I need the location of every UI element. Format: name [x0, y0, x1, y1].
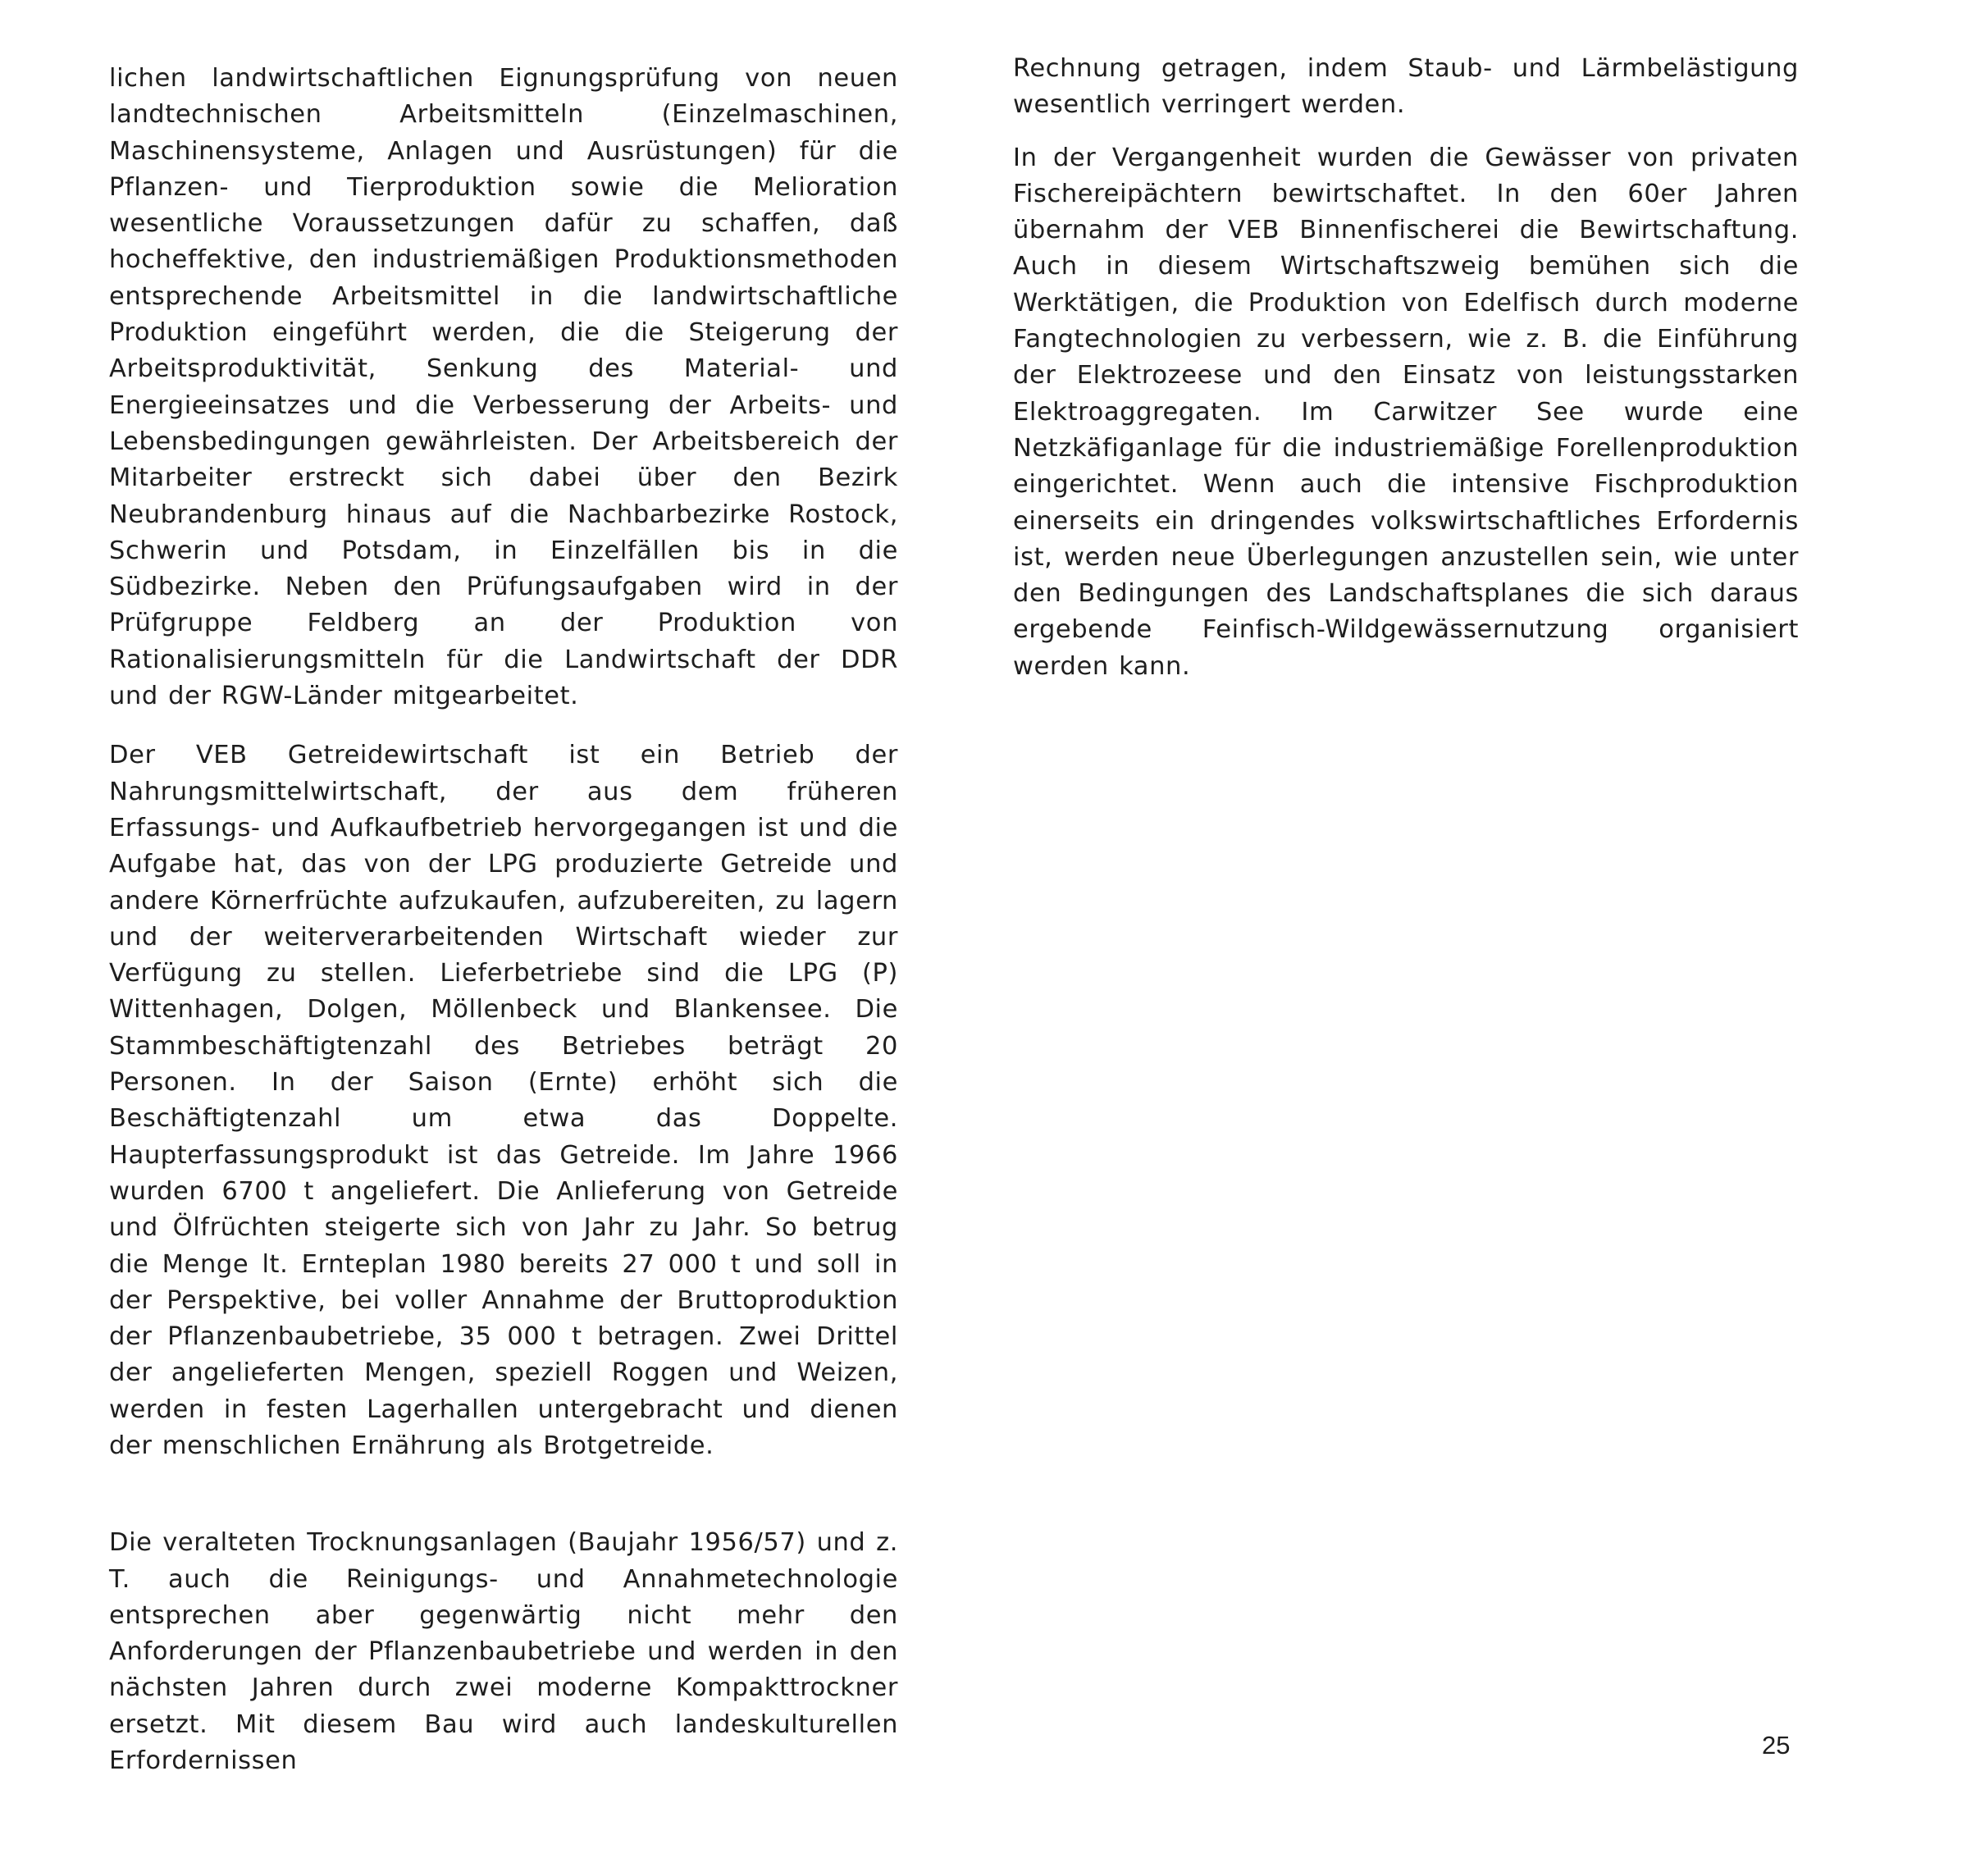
paragraph-eignungspruefung: lichen landwirtschaftlichen Eignungsprüfung von neuen landtechnischen Arbeitsmitteln (Einzelmaschinen, Maschinensysteme, Anlagen und Ausrüstungen) für die Pflanzen- und Tierproduktion sowie die Melioration wesentliche Voraussetzungen dafür zu schaffen, daß hocheffektive, den industriemäßigen Produktionsmethoden entsprechende Arbeitsmittel in die landwirtschaftliche Produktion eingeführt werden, die die Steigerung der Arbeitsproduktivität, Senkung des Material- und Energieeinsatzes und die Verbesserung der Arbeits- und Lebensbedingungen gewährleisten. Der Arbeitsbereich der Mitarbeiter erstreckt sich dabei über den Bezirk Neubrandenburg hinaus auf die Nachbarbezirke Rostock, Schwerin und Potsdam, in Einzelfällen bis in die Südbezirke. Neben den Prüfungsaufgaben wird in der Prüfgruppe Feldberg an der Produktion von Rationalisierungsmitteln für die Landwirtschaft der DDR und der RGW-Länder mitgearbeitet.: [109, 64, 898, 711]
right-text-column: [1013, 51, 1799, 685]
page-number: 25: [1762, 1731, 1791, 1760]
paragraph-getreidewirtschaft: Der VEB Getreidewirtschaft ist ein Betrieb der Nahrungsmittelwirtschaft, der aus dem früheren Erfassungs- und Aufkaufbetrieb hervorgegangen ist und die Aufgabe hat, das von der LPG produzierte Getreide und andere Körnerfrüchte aufzukaufen, aufzubereiten, zu lagern und der weiterverarbeitenden Wirtschaft wieder zur Verfügung zu stellen. Lieferbetriebe sind die LPG (P) Wittenhagen, Dolgen, Möllenbeck und Blankensee. Die Stammbeschäftigtenzahl des Betriebes beträgt 20 Personen. In der Saison (Ernte) erhöht sich die Beschäftigtenzahl um etwa das Doppelte. Haupterfassungsprodukt ist das Getreide. Im Jahre 1966 wurden 6700 t angeliefert. Die Anlieferung von Getreide und Ölfrüchten steigerte sich von Jahr zu Jahr. So betrug die Menge lt. Ernteplan 1980 bereits 27 000 t und soll in der Perspektive, bei voller Annahme der Bruttoproduktion der Pflanzenbaubetriebe, 35 000 t betragen. Zwei Drittel der angelieferten Mengen, speziell Roggen und Weizen, werden in festen Lagerhallen untergebracht und dienen der menschlichen Ernährung als Brotgetreide.: [109, 741, 898, 1460]
left-text-column: [109, 61, 898, 1779]
paragraph-binnenfischerei: In der Vergangenheit wurden die Gewässer von privaten Fischereipächtern bewirtschaftet. In den 60er Jahren übernahm der VEB Binnenfischerei die Bewirtschaftung. Auch in diesem Wirtschaftszweig bemühen sich die Werktätigen, die Produktion von Edelfisch durch moderne Fangtechnologien zu verbessern, wie z. B. die Einführung der Elektrozeese und den Einsatz von leistungsstarken Elektroaggregaten. Im Carwitzer See wurde eine Netzkäfiganlage für die industriemäßige Forellenproduktion eingerichtet. Wenn auch die intensive Fischproduktion einerseits ein dringendes volkswirtschaftliches Erfordernis ist, werden neue Überlegungen anzustellen sein, wie unter den Bedingungen des Landschaftsplanes die sich daraus ergebende Feinfisch-Wildgewässernutzung organisiert werden kann.: [1013, 143, 1799, 681]
paragraph-trocknungsanlagen: Die veralteten Trocknungsanlagen (Baujahr 1956/57) und z. T. auch die Reinigungs- und Annahmetechnologie entsprechen aber gegenwärtig nicht mehr den Anforderungen der Pflanzenbaubetriebe und werden in den nächsten Jahren durch zwei moderne Kompakttrockner ersetzt. Mit diesem Bau wird auch landeskulturellen Erfordernissen: [109, 1528, 898, 1776]
paragraph-laermbelaestigung: Rechnung getragen, indem Staub- und Lärmbelästigung wesentlich verringert werden.: [1013, 54, 1799, 120]
